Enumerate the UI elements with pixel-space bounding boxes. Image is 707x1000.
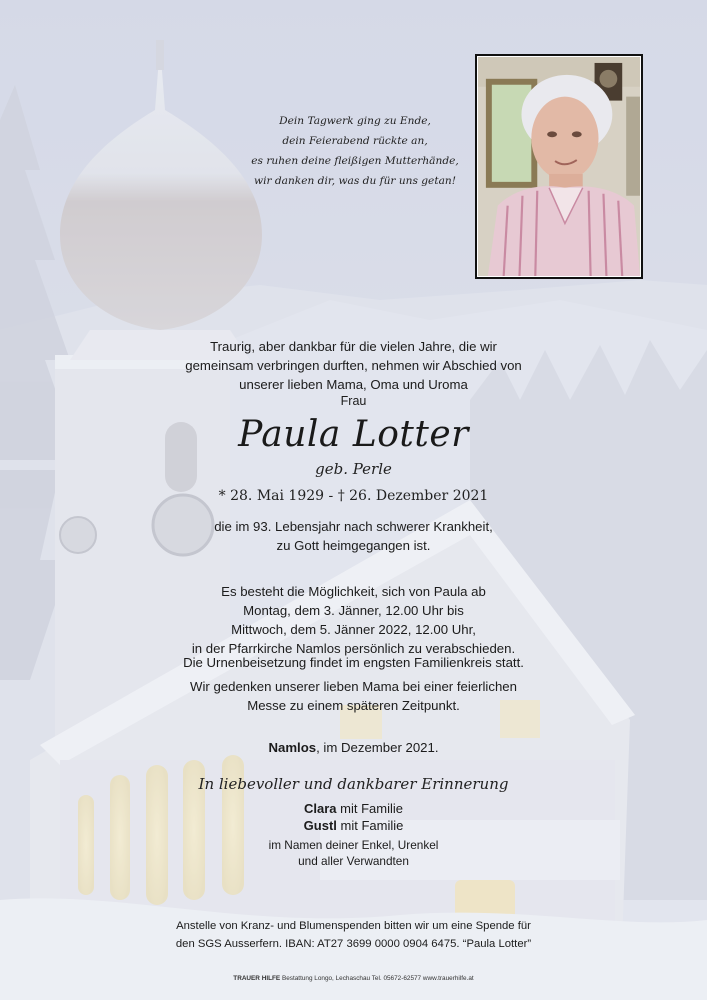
memorial-mass-info [0,677,707,715]
relatives-note [0,837,707,869]
place-and-date [0,740,707,755]
memory-line: In liebevoller und dankbarer Erinnerung [198,775,509,793]
donation-line: den SGS Ausserfern. IBAN: AT27 3699 0000 0904 6475. “Paula Lotter” [175,938,532,950]
portrait-photo [475,54,643,279]
mourner [0,817,707,834]
viewing-line: in der Pfarrkirche Namlos persönlich zu verabschieden. [191,641,516,656]
mass-line: Messe zu einem späteren Zeitpunkt. [247,698,460,713]
relatives-line: im Namen deiner Enkel, Urenkel [268,838,439,852]
intro-text [0,337,707,394]
footer-brand: TRAUER HILFE [233,975,281,982]
poem-line: wir danken dir, was du für uns getan! [254,175,456,187]
donation-request [0,917,707,953]
deceased-name: Paula Lotter [238,414,469,455]
intro-line: unserer lieben Mama, Oma und Uroma [239,377,468,392]
poem [230,111,480,191]
mourner-suffix: mit Familie [336,818,404,833]
poem-line: Dein Tagwerk ging zu Ende, [279,115,431,127]
poem-line: dein Feierabend rückte an, [282,135,428,147]
maiden-name: geb. Perle [315,460,392,478]
life-dates: * 28. Mai 1929 - † 26. Dezember 2021 [218,488,489,504]
mourner-name: Clara [304,801,337,816]
death-note-line: zu Gott heimgegangen ist. [276,538,431,553]
mourners-list [0,800,707,834]
viewing-line: Montag, dem 3. Jänner, 12.00 Uhr bis [243,603,464,618]
death-note [0,517,707,555]
mass-line: Wir gedenken unserer lieben Mama bei einer feierlichen [190,679,517,694]
intro-line: Traurig, aber dankbar für die vielen Jahre, die wir [210,339,497,354]
death-note-line: die im 93. Lebensjahr nach schwerer Krankheit, [214,519,493,534]
donation-line: Anstelle von Kranz- und Blumenspenden bitten wir um eine Spende für [176,920,531,932]
intro-line: gemeinsam verbringen durften, nehmen wir Abschied von [185,358,522,373]
place: Namlos [268,740,317,755]
mourner [0,800,707,817]
date-text: , im Dezember 2021. [316,740,439,755]
relatives-line: und aller Verwandten [298,854,409,868]
mourner-suffix: mit Familie [336,801,403,816]
viewing-line: Es besteht die Möglichkeit, sich von Paula ab [221,584,486,599]
poem-line: es ruhen deine fleißigen Mutterhände, [251,155,459,167]
viewing-info [0,582,707,658]
urn-burial-info: Die Urnenbeisetzung findet im engsten Familienkreis statt. [183,655,524,670]
footer-funeral-home [0,975,707,982]
salutation: Frau [340,394,367,408]
footer-text: Bestattung Longo, Lechaschau Tel. 05672-62577 www.trauerhilfe.at [280,975,474,982]
mourner-name: Gustl [303,818,337,833]
viewing-line: Mittwoch, dem 5. Jänner 2022, 12.00 Uhr, [231,622,476,637]
